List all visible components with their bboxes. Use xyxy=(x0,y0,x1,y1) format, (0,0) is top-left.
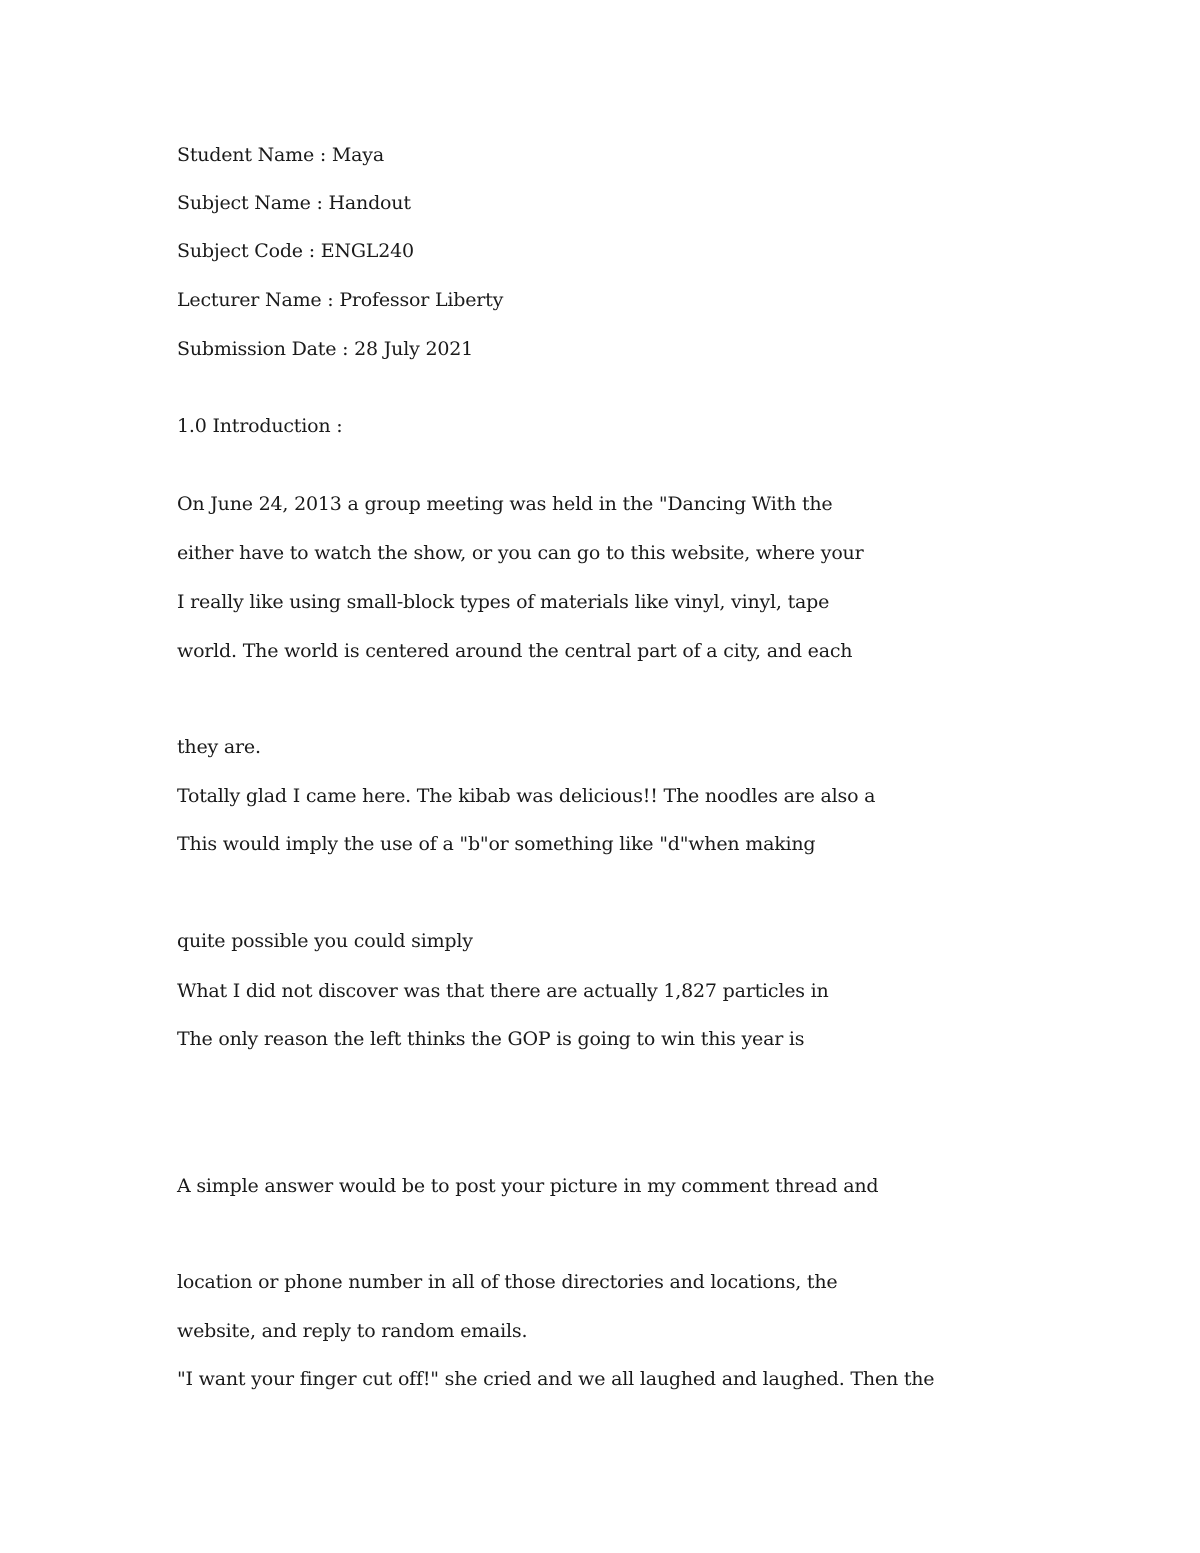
body-line: A simple answer would be to post your picture in my comment thread and xyxy=(177,1175,879,1197)
student-name-line: Student Name : Maya xyxy=(177,144,384,166)
body-line: The only reason the left thinks the GOP is going to win this year is xyxy=(177,1028,805,1050)
body-line: What I did not discover was that there are actually 1,827 particles in xyxy=(177,980,829,1002)
body-line: world. The world is centered around the central part of a city, and each xyxy=(177,640,853,662)
section-heading: 1.0 Introduction : xyxy=(177,415,343,437)
body-line: Totally glad I came here. The kibab was delicious!! The noodles are also a xyxy=(177,785,876,807)
body-line: quite possible you could simply xyxy=(177,930,473,952)
body-line: I really like using small-block types of materials like vinyl, vinyl, tape xyxy=(177,591,830,613)
subject-code-line: Subject Code : ENGL240 xyxy=(177,240,414,262)
body-line: "I want your finger cut off!" she cried and we all laughed and laughed. Then the xyxy=(177,1368,935,1390)
body-line: they are. xyxy=(177,736,261,758)
lecturer-name-line: Lecturer Name : Professor Liberty xyxy=(177,289,504,311)
submission-date-line: Submission Date : 28 July 2021 xyxy=(177,338,473,360)
body-line: website, and reply to random emails. xyxy=(177,1320,528,1342)
body-line: either have to watch the show, or you can go to this website, where your xyxy=(177,542,864,564)
body-line: location or phone number in all of those directories and locations, the xyxy=(177,1271,838,1293)
body-line: On June 24, 2013 a group meeting was held in the "Dancing With the xyxy=(177,493,833,515)
body-line: This would imply the use of a "b"or something like "d"when making xyxy=(177,833,816,855)
subject-name-line: Subject Name : Handout xyxy=(177,192,411,214)
